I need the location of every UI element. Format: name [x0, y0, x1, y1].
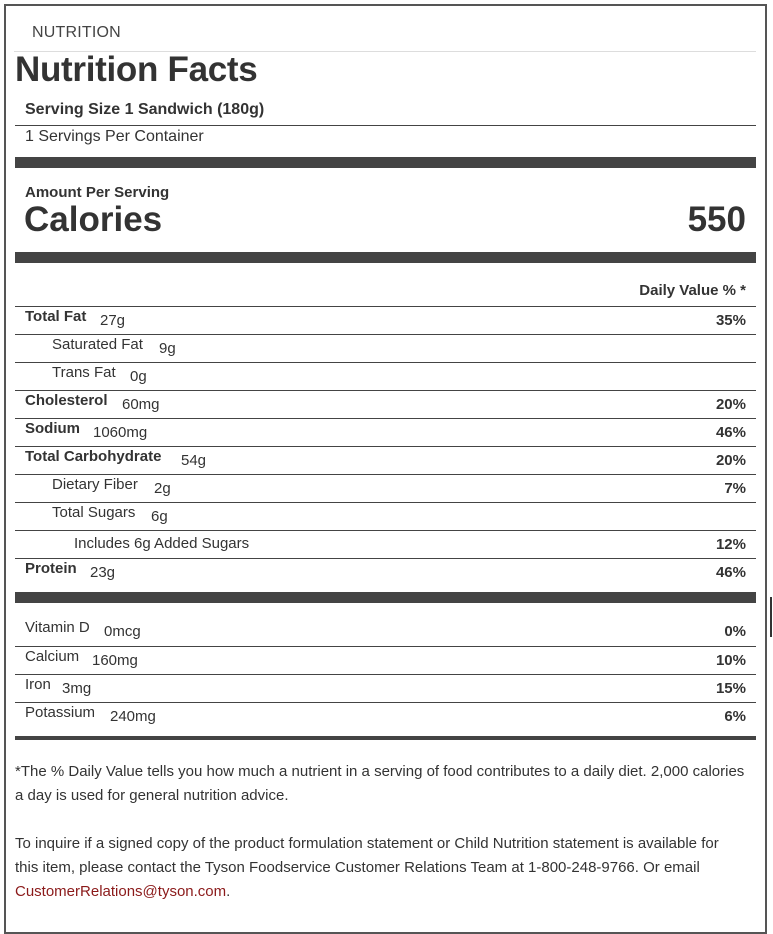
nutrient-name: Saturated Fat: [52, 336, 143, 353]
customer-relations-email-link[interactable]: CustomerRelations@tyson.com: [15, 883, 227, 900]
daily-value-footnote: *The % Daily Value tells you how much a nutrient in a serving of food contributes to a daily diet. 2,000 calories a day is used for general nutrition advice.: [15, 763, 745, 804]
serving-divider: [15, 125, 756, 126]
nutrient-name: Total Carbohydrate: [25, 448, 162, 465]
nutrient-amount: 54g: [181, 452, 207, 469]
vitamin-amount: 0mcg: [104, 623, 141, 640]
nutrient-row-total-fat: [15, 306, 756, 334]
thick-divider-top: [15, 157, 756, 168]
vitamin-name: Potassium: [25, 704, 96, 721]
vitamin-row-vitamin-d: [15, 618, 756, 646]
nutrient-name: Total Sugars: [52, 504, 136, 521]
calories-value: 550: [687, 200, 746, 239]
vitamin-amount: 240mg: [110, 708, 156, 725]
nutrient-amount: 6g: [151, 508, 168, 525]
nutrient-amount: 0g: [130, 368, 147, 385]
nutrient-name: Sodium: [25, 420, 80, 437]
nutrient-dv: 20%: [715, 452, 746, 469]
scroll-edge-marker: [770, 597, 772, 637]
nutrient-dv: 46%: [715, 564, 746, 581]
nutrient-row-sodium: [15, 418, 756, 446]
vitamin-row-potassium: [15, 702, 756, 730]
thick-divider-calories: [15, 252, 756, 263]
daily-value-header: Daily Value % *: [639, 282, 746, 299]
nutrient-amount: 1060mg: [93, 424, 148, 441]
thick-divider-vitamins: [15, 592, 756, 603]
vitamin-dv: 15%: [715, 680, 746, 697]
nutrient-name: Cholesterol: [25, 392, 108, 409]
section-label: NUTRITION: [32, 24, 121, 41]
nutrient-name: Trans Fat: [52, 364, 116, 381]
nutrient-amount: 27g: [100, 312, 126, 329]
nutrient-row-total-sugars: [15, 502, 756, 530]
nutrient-name: Protein: [25, 560, 77, 577]
servings-per-container: 1 Servings Per Container: [25, 128, 204, 145]
nutrient-name: Total Fat: [25, 308, 87, 325]
vitamin-amount: 160mg: [92, 652, 138, 669]
nutrient-amount: 9g: [159, 340, 176, 357]
nutrition-facts-title: Nutrition Facts: [15, 50, 258, 89]
calories-label: Calories: [24, 200, 163, 239]
nutrient-dv: 46%: [715, 424, 746, 441]
vitamin-dv: 10%: [715, 652, 746, 669]
vitamin-dv: 0%: [724, 623, 746, 640]
vitamin-name: Calcium: [25, 648, 80, 665]
bottom-divider: [15, 736, 756, 740]
nutrient-row-protein: [15, 558, 756, 586]
nutrient-name: Includes 6g Added Sugars: [74, 535, 250, 552]
nutrient-row-trans-fat: [15, 362, 756, 390]
amount-per-serving: Amount Per Serving: [25, 184, 170, 201]
nutrient-row-dietary-fiber: [15, 474, 756, 502]
nutrient-amount: 23g: [90, 564, 116, 581]
nutrient-name: Dietary Fiber: [52, 476, 138, 493]
inquiry-text: To inquire if a signed copy of the product formulation statement or Child Nutrition statement is available for this item, please contact the Tyson Foodservice Customer Relations Team at 1-800-248-9766. Or email: [15, 835, 719, 876]
nutrient-row-cholesterol: [15, 390, 756, 418]
nutrient-amount: 60mg: [122, 396, 160, 413]
vitamin-name: Iron: [25, 676, 51, 693]
vitamin-amount: 3mg: [62, 680, 92, 697]
vitamin-name: Vitamin D: [25, 619, 90, 636]
serving-size: Serving Size 1 Sandwich (180g): [25, 101, 265, 118]
inquiry-suffix: .: [226, 883, 231, 900]
vitamin-dv: 6%: [724, 708, 746, 725]
inquiry-footnote: [15, 832, 745, 904]
nutrient-dv: 35%: [715, 312, 746, 329]
vitamin-row-calcium: [15, 646, 756, 674]
nutrient-dv: 7%: [724, 480, 746, 497]
nutrient-amount: 2g: [154, 480, 171, 497]
nutrient-dv: 20%: [715, 396, 746, 413]
nutrient-row-added-sugars: [15, 530, 756, 558]
nutrient-dv: 12%: [715, 536, 746, 553]
nutrient-row-saturated-fat: [15, 334, 756, 362]
vitamin-row-iron: [15, 674, 756, 702]
nutrient-row-total-carbohydrate: [15, 446, 756, 474]
